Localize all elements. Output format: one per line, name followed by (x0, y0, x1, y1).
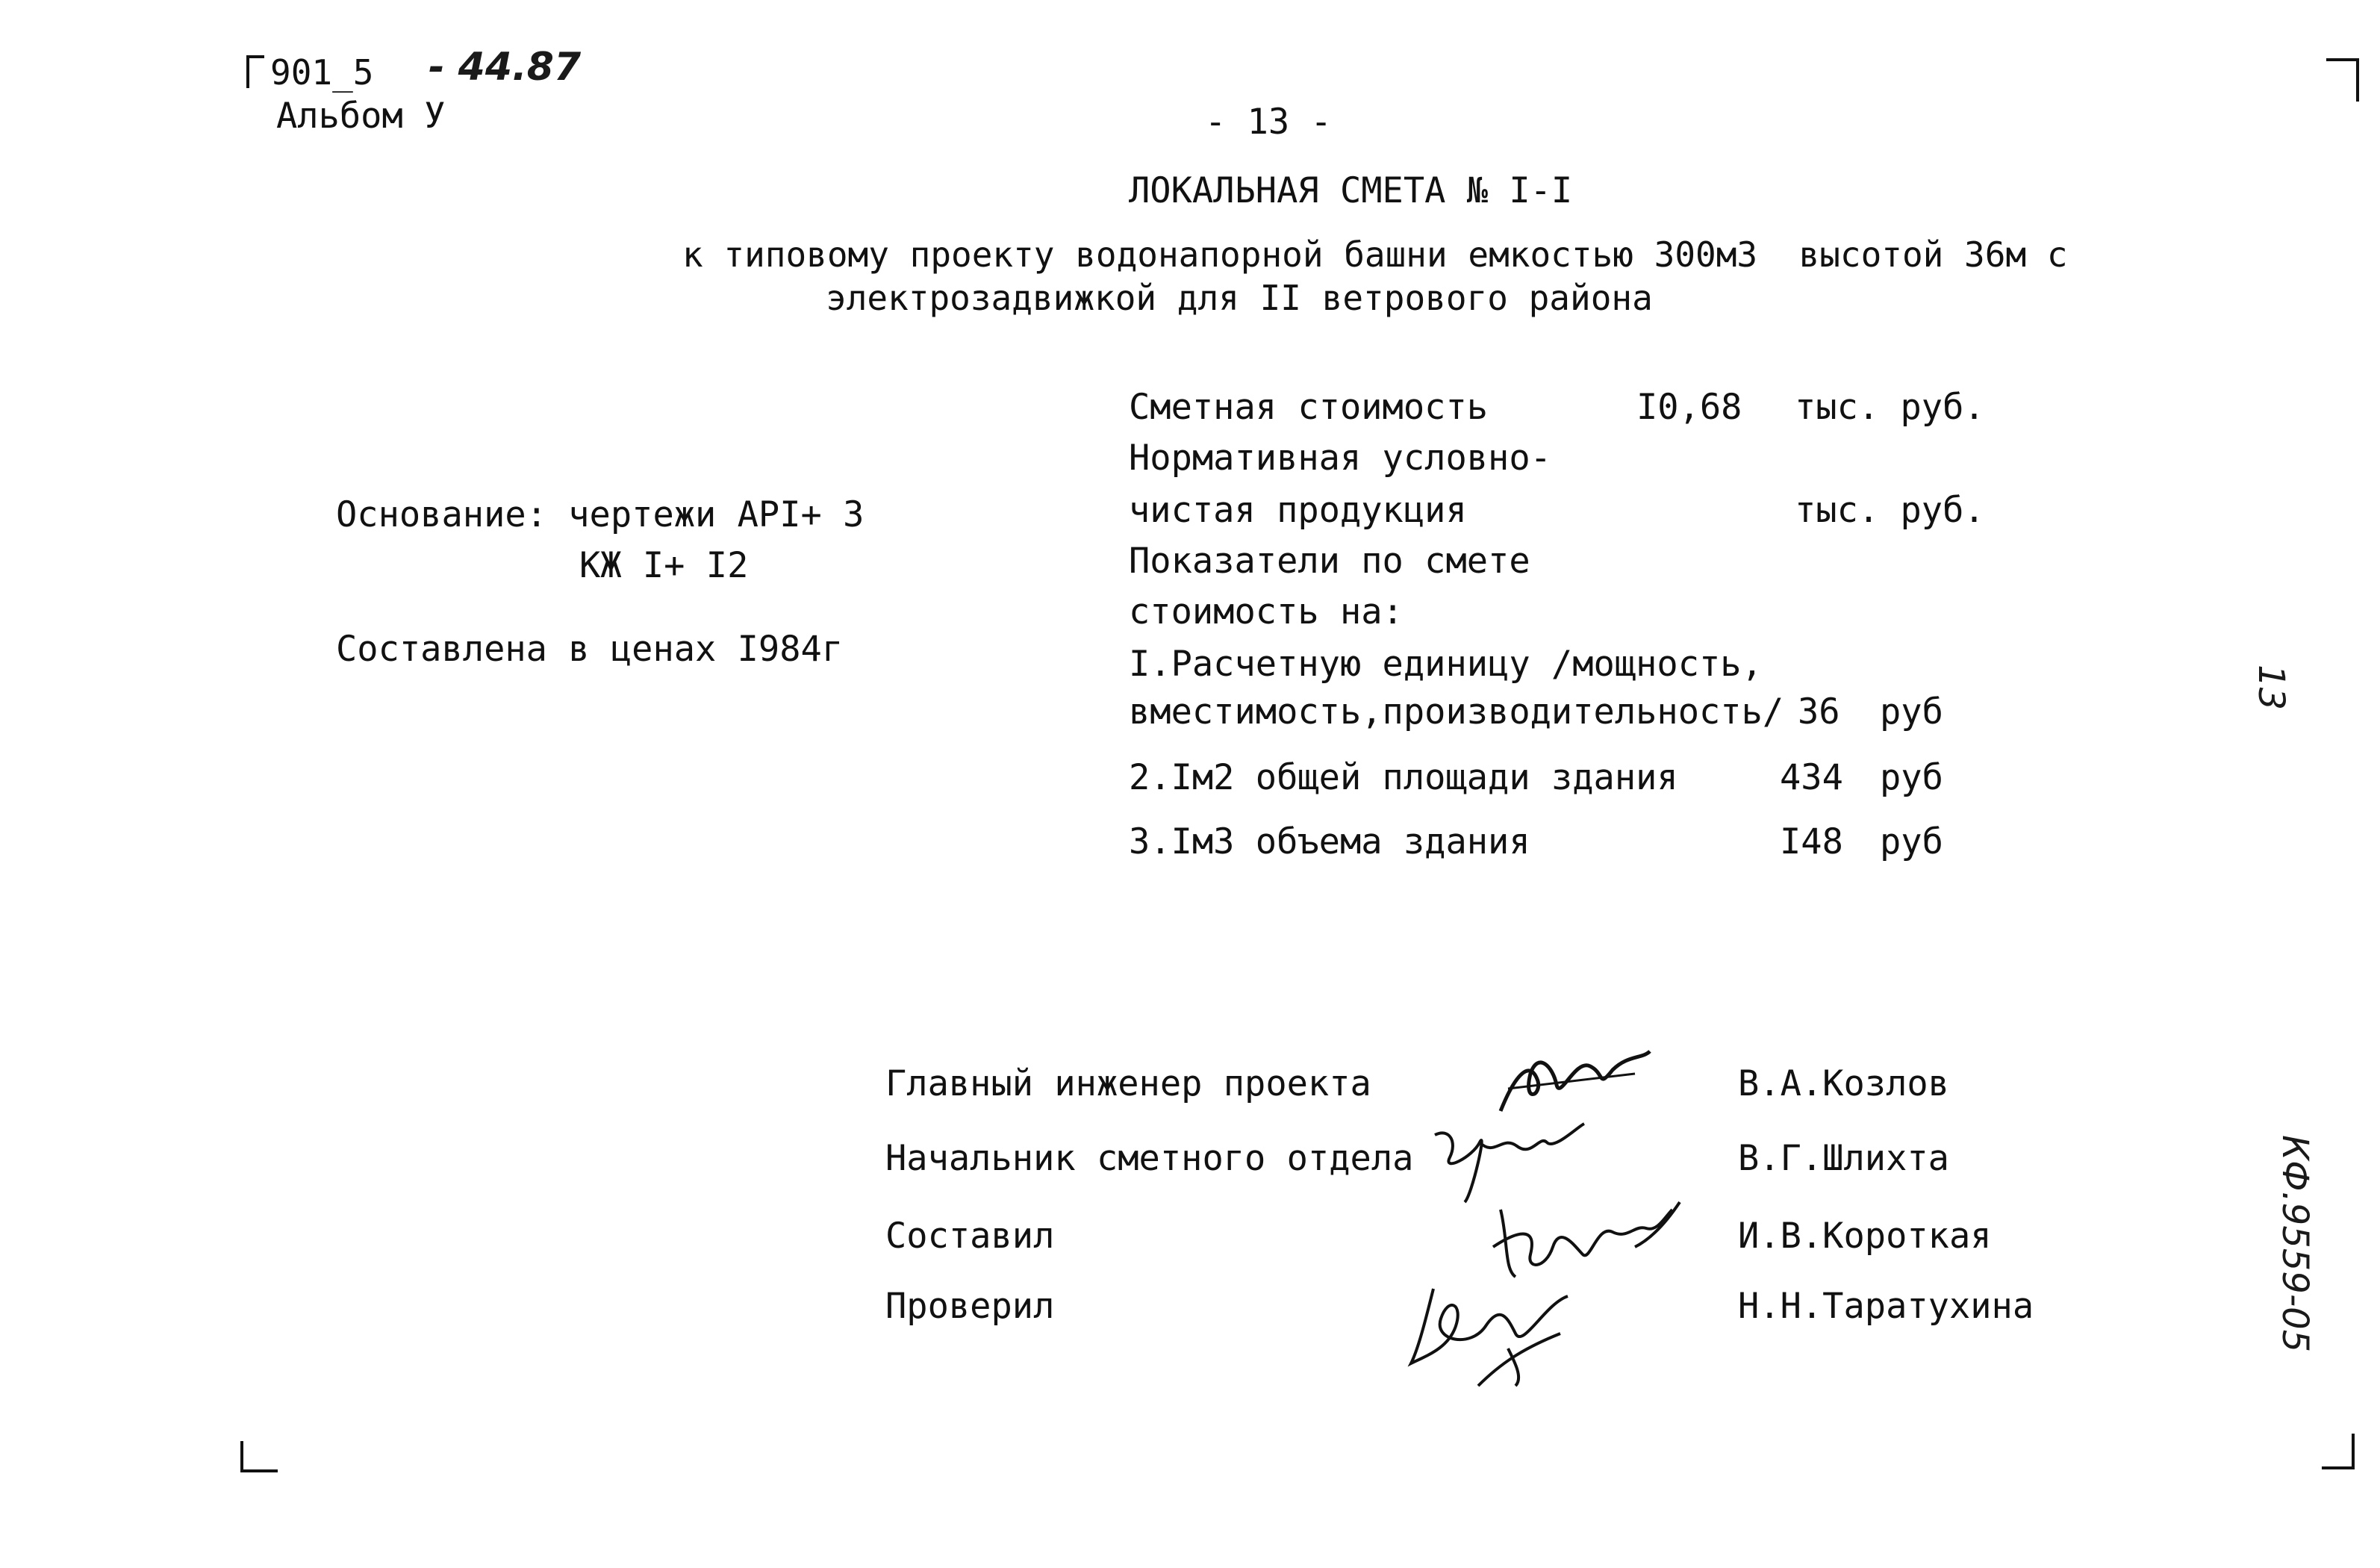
corner-mark-top-left (246, 55, 264, 88)
indicator-1-unit: руб (1880, 691, 1943, 732)
indicator-2-value: 434 (1780, 757, 1843, 798)
indicator-1-value: 36 (1798, 691, 1840, 732)
document-code-handwritten: - 44.87 (429, 45, 582, 90)
basis-drawings-line-1: Основание: чертежи АРI+ 3 (336, 494, 865, 535)
indicator-3-value: I48 (1780, 821, 1843, 862)
estimated-cost-value: I0,68 (1636, 387, 1742, 428)
normative-label-line-1: Нормативная условно- (1129, 438, 1551, 479)
basis-drawings-line-2: КЖ I+ I2 (579, 545, 749, 586)
corner-mark-top-right (2326, 58, 2359, 102)
archive-code-handwritten: КФ.9559-05 (2274, 1135, 2316, 1353)
signature-name-compiled-by: И.В.Короткая (1738, 1216, 1992, 1257)
indicator-3-unit: руб (1880, 821, 1943, 862)
prices-year: Составлена в ценах I984г (336, 629, 844, 670)
page-title: ЛОКАЛЬНАЯ СМЕТА № I-I (1129, 170, 1573, 211)
handwritten-signature-4 (1404, 1274, 1583, 1393)
signature-role-chief-engineer: Главный инженер проекта (885, 1063, 1371, 1104)
signature-role-head-of-estimates: Начальник сметного отдела (885, 1138, 1414, 1179)
document-code: 901_5 (270, 52, 374, 93)
subtitle-line-2: электрозадвижкой для II ветрового района (826, 278, 1653, 318)
signature-name-head-of-estimates: В.Г.Шлихта (1738, 1138, 1949, 1179)
indicators-label-line-1: Показатели по смете (1129, 541, 1530, 582)
page-number: - 13 - (1205, 102, 1332, 143)
corner-mark-bottom-left (240, 1441, 278, 1472)
indicator-1-line-2: вместимость,производительность/ (1129, 691, 1784, 732)
subtitle-line-1: к типовому проекту водонапорной башни емкостью 300м3 высотой 36м с (682, 234, 2068, 275)
estimated-cost-label: Сметная стоимость (1129, 387, 1489, 428)
indicator-3-label: 3.Iм3 объема здания (1129, 821, 1530, 862)
normative-unit: тыс. руб. (1795, 490, 1985, 531)
indicators-label-line-2: стоимость на: (1129, 591, 1404, 632)
signature-name-chief-engineer: В.А.Козлов (1738, 1063, 1949, 1104)
album-label: Альбом У (276, 96, 446, 137)
signature-role-compiled-by: Составил (885, 1216, 1055, 1257)
corner-mark-bottom-right (2322, 1434, 2355, 1469)
signature-name-checked-by: Н.Н.Таратухина (1738, 1286, 2034, 1327)
indicator-2-label: 2.Iм2 общей площади здания (1129, 757, 1678, 798)
estimated-cost-unit: тыс. руб. (1795, 387, 1985, 428)
margin-page-number-handwritten: 13 (2250, 665, 2292, 711)
indicator-2-unit: руб (1880, 757, 1943, 798)
indicator-1-line-1: I.Расчетную единицу /мощность, (1129, 644, 1763, 685)
normative-label-line-2: чистая продукция (1129, 490, 1467, 531)
signature-role-checked-by: Проверил (885, 1286, 1055, 1327)
